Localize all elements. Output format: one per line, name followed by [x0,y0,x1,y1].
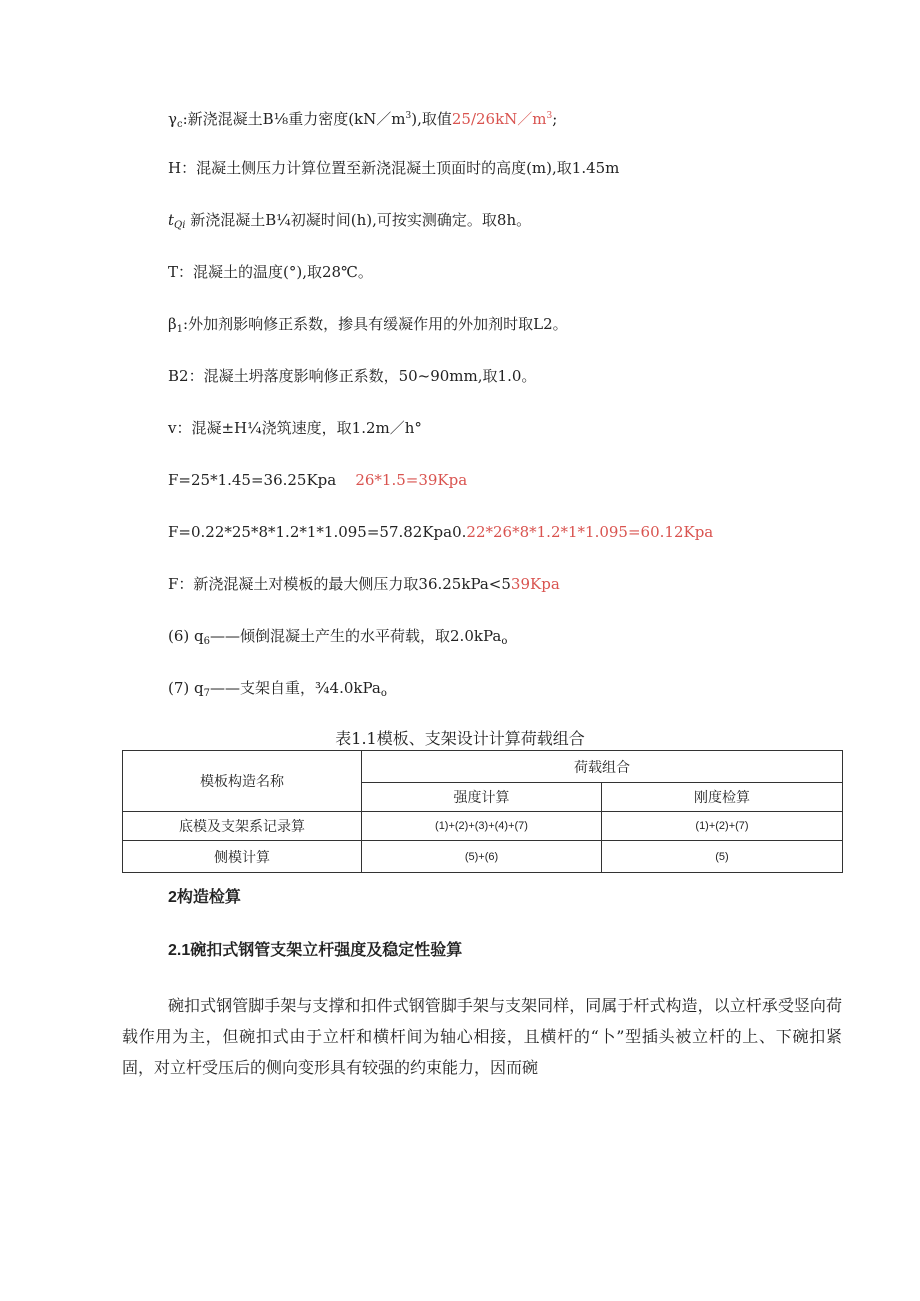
row-strength: (5)+(6) [362,841,602,873]
f2-red-value: 22*26*8*1.2*1*1.095=60.12Kpa [466,523,714,541]
q7-prefix: (7) q [168,679,204,697]
section-2-heading: 2构造检算 [168,889,241,906]
f3-line [168,574,560,594]
header-strength: 强度计算 [362,783,602,812]
gamma-red-value: 25/26kN／m [451,110,547,128]
beta-text: :外加剂影响修正系数，掺具有缓凝作用的外加剂时取L2。 [183,315,568,333]
q7-text: ——支架自重，¾4.0kPa [210,679,381,697]
row-stiffness: (1)+(2)+(7) [602,812,843,841]
h-line: H：混凝土侧压力计算位置至新浇混凝土顶面时的高度(m),取1.45m [168,159,620,177]
table-row [123,812,843,841]
gamma-text: :新浇混凝土B⅛重力密度(kN／m [182,110,406,128]
gamma-text2: ),取值 [411,110,452,128]
load-combination-table [122,750,843,873]
gamma-symbol: γ [168,110,177,128]
t-line [168,210,531,236]
f3-text: F：新浇混凝土对模板的最大侧压力取36.25kPa<5 [168,575,511,593]
f2-line [168,522,713,542]
b2-line: B2：混凝土坍落度影响修正系数，50~90mm,取1.0。 [168,367,537,385]
table-row [123,841,843,873]
q6-subscript: 6 [203,636,210,647]
f1-text: F=25*1.45=36.25Kpa [168,471,337,489]
v-line: v：混凝±H¼浇筑速度，取1.2m／h° [168,419,422,437]
f1-line [168,470,467,490]
q7-line [168,678,387,704]
table-caption: 表1.1模板、支架设计计算荷载组合 [335,729,585,748]
gamma-line [168,106,557,135]
temperature-line: T：混凝土的温度(°),取28℃。 [168,263,373,281]
row-name: 底模及支架系记录算 [123,812,362,841]
t-subscript: Qi [174,220,186,231]
beta-symbol: β [168,315,177,333]
section-2-1-heading: 2.1碗扣式钢管支架立杆强度及稳定性验算 [168,942,463,959]
row-strength: (1)+(2)+(3)+(4)+(7) [362,812,602,841]
q7-tail-subscript: o [380,688,387,699]
header-load-combination: 荷载组合 [362,751,843,783]
body-paragraph: 碗扣式钢管脚手架与支撑和扣件式钢管脚手架与支架同样，同属于杆式构造，以立杆承受竖向荷载作用为主，但碗扣式由于立杆和横杆间为轴心相接，且横杆的“卜”型插头被立杆的上、下碗扣紧固，对立杆受压后的侧向变形具有较强的约束能力，因而碗 [122,996,842,1077]
gamma-red-superscript: 3 [546,111,553,121]
row-stiffness: (5) [602,841,843,873]
gamma-subscript: c [176,119,183,130]
f3-red-value: 39Kpa [510,575,560,593]
row-name: 侧模计算 [123,841,362,873]
beta1-line [168,314,568,340]
q7-subscript: 7 [203,688,210,699]
beta-subscript: 1 [176,324,184,335]
t-text: 新浇混凝土B¼初凝时间(h),可按实测确定。取8h。 [190,211,532,229]
header-component-name: 模板构造名称 [123,751,362,812]
header-stiffness: 刚度检算 [602,783,843,812]
gamma-superscript: 3 [405,111,412,121]
gamma-tail: ; [552,110,558,128]
q6-tail-subscript: o [501,636,508,647]
q6-line [168,626,507,652]
f1-red-value: 26*1.5=39Kpa [355,471,468,489]
q6-text: ——倾倒混凝土产生的水平荷载，取2.0kPa [210,627,502,645]
q6-prefix: (6) q [168,627,204,645]
t-symbol: t [168,211,175,229]
f2-text: F=0.22*25*8*1.2*1*1.095=57.82Kpa0. [168,523,467,541]
